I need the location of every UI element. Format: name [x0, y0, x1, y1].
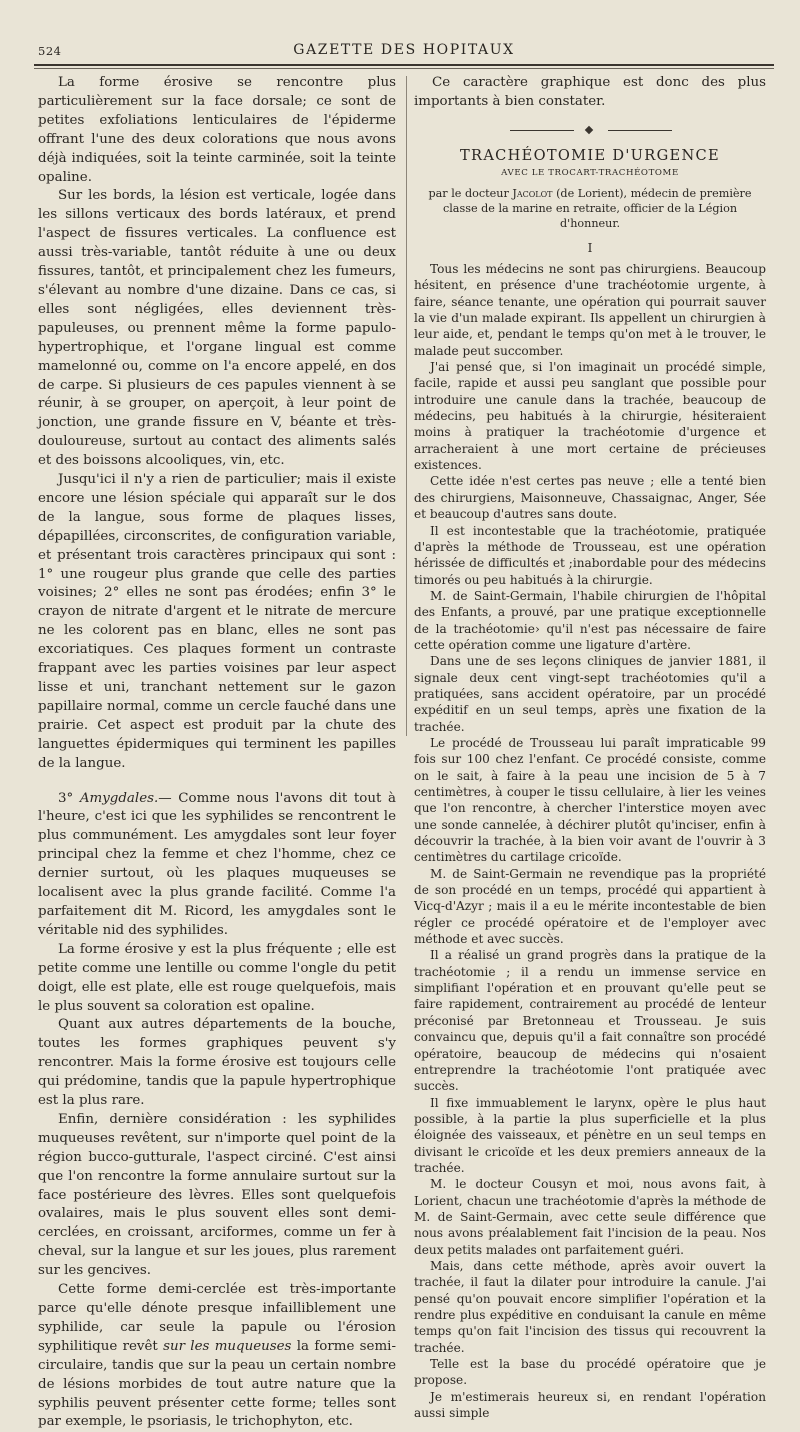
paragraph-text: Cette forme demi-cerclée est très-importante parce qu'elle [38, 1282, 396, 1316]
amygdales-paragraph [38, 790, 396, 941]
paragraph: Sur les bords, la lésion est verticale, logée dans les sillons verticaux des bords latéraux, et prend l'aspect de fissures verticales. La confluence est aussi très-variable, tantôt réduite à une ou deux fissures, tantôt, et principalement chez les fumeurs, s'élevant au nombre d'une dizaine. Dans ce cas, si elles sont négligées, elles deviennent très-papuleuses, ou prennent même la forme papulo-hypertrophique, et l'organe lingual est comme mamelonné ou, comme on l'a encore appelé, en dos de carpe. Si plusieurs de ces papules viennent à se réunir, à se grouper, on aperçoit, à leur point de jonction, une grande fissure en V, béante et très-douloureuse, surtout au contact des aliments salés et des boissons alcooliques, vin, etc. [38, 188, 396, 469]
paragraph: J'ai pensé que, si l'on imaginait un procédé simple, facile, rapide et aussi peu sanglant que possible pour introduire une canule dans la trachée, beaucoup de médecins, peu habitués à la chirurgie, hésiteraient moins à pratiquer la trachéotomie d'urgence et arracheraient à une mort certaine de précieuses existences. [414, 360, 766, 473]
page-header [34, 36, 774, 66]
page-number: 524 [38, 44, 62, 58]
lead-paragraph: Ce caractère graphique est donc des plus importants à bien constater. [414, 75, 766, 109]
italic-phrase: sur les muqueuses [163, 1338, 292, 1354]
paragraph-text: Comme nous l'avons dit tout à l'heure, c'est ici que les syphilides se rencontrent le plus communément. Les amygdales sont leur foyer principal chez la femme et chez l'homme, chez ce dernier surtout, où les plaques muqueuses se localisent avec la plus grande facilité. Comme l'a parfaitement dit M. Ricord, les amygdales sont le véritable nid des syphilides. [38, 790, 396, 938]
paragraph: Il fixe immuablement le larynx, opère le plus haut possible, à la partie la plus superficielle et la plus éloignée des vaisseaux, et pénètre en un seul temps en divisant le cricoïde et les deux premiers anneaux de la trachée. [414, 1095, 766, 1175]
section-dash: — [158, 790, 179, 806]
paragraph: Cette idée n'est certes pas neuve ; elle a tenté bien des chirurgiens, Maisonneuve, Chassaignac, Anger, Sée et beaucoup d'autres sans doute. [414, 474, 766, 522]
paragraph-text: la forme semi-circulaire, tandis que sur la peau un certain nombre de lésions morbides de tout autre nature que la syphilis peuvent présenter cette forme; telles sont par exemple, le psoriasis, le trichophyton, etc. [38, 1338, 396, 1430]
article-title: TRACHÉOTOMIE D'URGENCE [460, 147, 720, 164]
paragraph: Il a réalisé un grand progrès dans la pratique de la trachéotomie ; il a rendu un immense service en simplifiant l'opération et en prouvant qu'elle peut se faire rapidement, contrairement au procédé de lenteur préconisé par Bretonneau et Trousseau. Je suis convaincu que, depuis qu'il a fait connaître son procédé opératoire, beaucoup de médecins qui n'osaient entreprendre la trachéotomie l'ont pratiquée avec succès. [414, 948, 766, 1094]
paragraph: Dans une de ses leçons cliniques de janvier 1881, il signale deux cent vingt-sept trachéotomies qu'il a pratiquées, sans accident opératoire, par un procédé expéditif en un seul temps, après une fixation de la trachée. [414, 654, 766, 734]
paragraph: Il est incontestable que la trachéotomie, pratiquée d'après la méthode de Trousseau, est une opération hérissée de difficultés et ;inabordable pour des médecins timorés ou peu habitués à la chirurgie. [414, 523, 766, 587]
byline: par le docteur Jacolot (de Lorient), médecin de première classe de la marine en retraite, officier de la Légion d'honneur. [428, 187, 752, 230]
paragraph: M. le docteur Cousyn et moi, nous avons fait, à Lorient, chacun une trachéotomie d'après la méthode de M. de Saint-Germain, avec cette seule différence que nous avons préalablement fait l'incision de la peau. Nos deux petits malades ont parfaitement guéri. [414, 1177, 766, 1257]
paragraph: Tous les médecins ne sont pas chirurgiens. Beaucoup hésitent, en présence d'une trachéotomie urgente, à faire, séance tenante, une opération qui pourrait sauver la vie d'un malade expirant. Ils appellent un chirurgien à leur aide, et, pendant le temps qu'on met à le trouver, le malade peut succomber. [414, 262, 766, 358]
paragraph: M. de Saint-Germain ne revendique pas la propriété de son procédé en un temps, procédé qui appartient à Vicq-d'Azyr ; mais il a eu le mérite incontestable de bien régler ce procédé opératoire et de l'employer avec méthode et avec succès. [414, 866, 766, 947]
paragraph: Mais, dans cette méthode, après avoir ouvert la trachée, il faut la dilater pour introduire la canule. J'ai pensé qu'on pouvait encore simplifier l'opération et la rendre plus expéditive en conduisant la canule en même temps qu'on fait l'incision des tissus qui recouvrent la trachée. [414, 1258, 766, 1355]
header-rule-thin [34, 68, 774, 69]
paragraph-text: dénote presque infailliblement une syphilide, car seule la papule ou l'érosion syphilitique revêt [38, 1301, 396, 1354]
section-heading: Amygdales. [79, 790, 159, 806]
section-number: I [587, 241, 593, 255]
diamond-icon [585, 126, 593, 134]
paragraph: Telle est la base du procédé opératoire que je propose. [414, 1357, 766, 1388]
paragraph: Je m'estimerais heureux si, en rendant l'opération aussi simple [414, 1389, 766, 1421]
demi-cercle-paragraph [38, 1281, 396, 1432]
paragraph: La forme érosive y est la plus fréquente ; elle est petite comme une lentille ou comme l'ongle du petit doigt, elle est plate, elle est rouge quelquefois, mais le plus souvent sa coloration est opaline. [38, 941, 396, 1014]
paragraph: Quant aux autres départements de la bouche, toutes les formes graphiques peuvent s'y rencontrer. Mais la forme érosive est toujours celle qui prédomine, tandis que la papule hypertrophique est la plus rare. [38, 1017, 396, 1109]
journal-title: GAZETTE DES HOPITAUX [293, 42, 515, 58]
section-lead: 3° [58, 790, 80, 806]
paragraph: Jusqu'ici il n'y a rien de particulier; mais il existe encore une lésion spéciale qui apparaît sur le dos de la langue, sous forme de plaques lisses, dépapillées, circonscrites, de configuration variable, et présentant trois caractères principaux qui sont : 1° une rougeur plus grande que celle des parties voisines; 2° elles ne sont pas érodées; enfin 3° le crayon de nitrate d'argent et le nitrate de mercure ne les colorent pas en blanc, elles ne sont pas excoriatiques. Ces plaques forment un contraste frappant avec les parties voisines par leur aspect lisse et uni, tranchant nettement sur le gazon papillaire normal, comme un cercle fauché dans une prairie. Cet aspect est produit par la chute des languettes épidermiques qui terminent les papilles de la langue. [38, 472, 396, 771]
left-column [38, 74, 396, 1432]
paragraph: Le procédé de Trousseau lui paraît impraticable 99 fois sur 100 chez l'enfant. Ce procédé consiste, comme on le sait, à faire à la peau une incision de 5 à 7 centimètres, à couper le tissu cellulaire, à lier les veines que l'on rencontre, à chercher l'interstice moyen avec une sonde cannelée, à déchirer plutôt qu'inciser, enfin à découvrir la trachée, à la bien voir avant de l'ouvrir à 3 centimètres du cartilage cricoïde. [414, 735, 766, 865]
paragraph: M. de Saint-Germain, l'habile chirurgien de l'hôpital des Enfants, a prouvé, par une pratique exceptionnelle de la trachéotomie› qu'il n'est pas nécessaire de faire cette opération comme une ligature d'artère. [414, 588, 766, 652]
paragraph: La forme érosive se rencontre plus particulièrement sur la face dorsale; ce sont de petites exfoliations lenticulaires de l'épiderme offrant l'une des deux colorations que nous avons déjà indiquées, soit la teinte carminée, soit la teinte opaline. [38, 75, 396, 185]
right-column [414, 74, 766, 1421]
article-subtitle: AVEC LE TROCART-TRACHÉOTOME [501, 168, 679, 178]
author-name: Jacolot [512, 187, 553, 200]
column-divider [406, 76, 407, 736]
paragraph: Enfin, dernière considération : les syphilides muqueuses revêtent, sur n'importe quel point de la région bucco-gutturale, l'aspect circiné. C'est ainsi que l'on rencontre la forme annulaire surtout sur la face postérieure des lèvres. Elles sont quelquefois ovalaires, mais le plus souvent elles sont demi-cerclées, en croissant, arciformes, comme un fer à cheval, sur la langue et sur les joues, plus rarement sur les gencives. [38, 1111, 396, 1279]
section-ornament [414, 127, 766, 133]
header-rule [34, 64, 774, 66]
